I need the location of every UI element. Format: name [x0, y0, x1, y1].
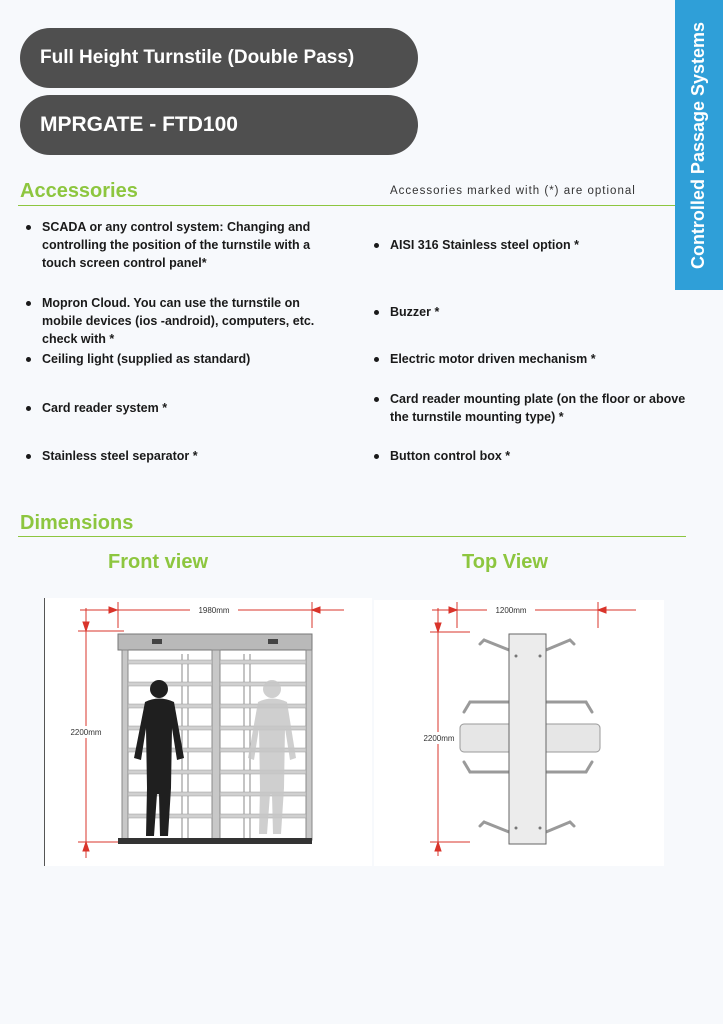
accessory-item: Ceiling light (supplied as standard)	[20, 350, 340, 368]
front-height-label: 2200mm	[70, 728, 102, 737]
accessory-item: Card reader system *	[20, 399, 340, 417]
accessory-item: Card reader mounting plate (on the floor or above the turnstile mounting type) *	[368, 390, 688, 426]
accessory-item: AISI 316 Stainless steel option *	[368, 236, 688, 254]
top-view-drawing	[374, 600, 664, 866]
top-height-label: 2200mm	[423, 734, 455, 743]
accessory-item: Buzzer *	[368, 303, 688, 321]
optional-note: Accessories marked with (*) are optional	[390, 185, 636, 197]
dimensions-heading: Dimensions	[20, 512, 134, 534]
front-width-label: 1980mm	[198, 606, 230, 615]
accessory-item: Button control box *	[368, 447, 688, 465]
accessory-item: SCADA or any control system: Changing and controlling the position of the turnstile with a touch screen control panel*	[20, 218, 340, 272]
accessory-item: Stainless steel separator *	[20, 447, 340, 465]
model-name: MPRGATE - FTD100	[20, 95, 418, 155]
accessories-rule	[18, 205, 675, 206]
accessory-item: Electric motor driven mechanism *	[368, 350, 688, 368]
accessory-item: Mopron Cloud. You can use the turnstile on mobile devices (ios -android), computers, etc. check with *	[20, 294, 340, 348]
front-view-drawing	[44, 598, 372, 866]
product-title: Full Height Turnstile (Double Pass)	[20, 28, 418, 88]
front-view-title: Front view	[108, 551, 209, 573]
top-width-label: 1200mm	[495, 606, 527, 615]
dimensions-rule	[18, 536, 686, 537]
side-tab-label: Controlled Passage Systems	[688, 21, 709, 269]
accessories-heading: Accessories	[20, 180, 138, 202]
top-view-title: Top View	[462, 551, 548, 573]
